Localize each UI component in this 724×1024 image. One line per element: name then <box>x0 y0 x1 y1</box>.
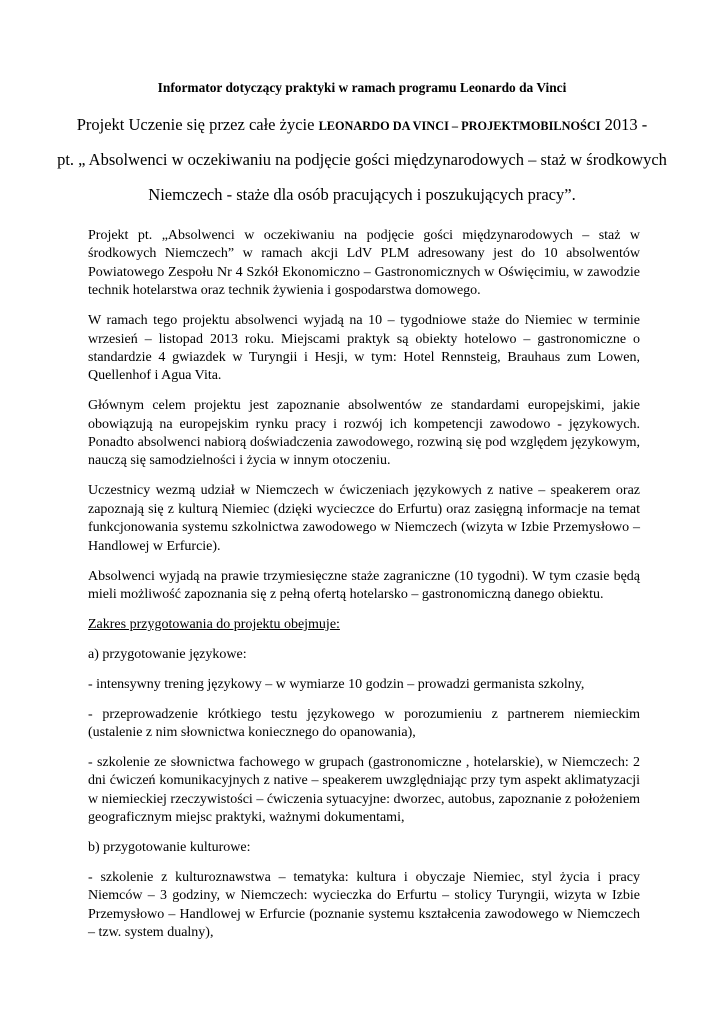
project-title-suffix: 2013 - <box>600 115 648 134</box>
paragraph-duration: Absolwenci wyjadą na prawie trzymiesięczne staże zagraniczne (10 tygodni). W tym czasie będą mieli możliwość zapoznania się z pełną ofertą hotelarsko – gastronomiczną danego obiektu. <box>88 568 640 602</box>
paragraph-goals: Głównym celem projektu jest zapoznanie absolwentów ze standardami europejskimi, jakie obowiązują na europejskim rynku pracy i rozwój ich kompetencji zawodowo - językowych. Ponadto absolwenci nabiorą doświadczenia zawodowego, rozwiną się pod względem językowym, nauczą się samodzielności i życia w innym otoczeniu. <box>88 398 640 469</box>
project-title-caps: LEONARDO DA VINCI – PROJEKTMOBILNOŚCI <box>318 119 601 133</box>
paragraph-internship-dates: W ramach tego projektu absolwenci wyjadą na 10 – tygodniowe staże do Niemiec w terminie wrzesień – listopad 2013 roku. Miejscami praktyk są obiekty hotelowo – gastronomiczne o standardzie 4 gwiazdek w Turyngii i Hesji, w tym: Hotel Rennsteig, Brauhaus zum Lowen, Quellenhof i Agua Vita. <box>88 313 640 384</box>
list-item: - przeprowadzenie krótkiego testu językowego w porozumieniu z partnerem niemieckim (ustalenie z nim słownictwa koniecznego do opanowania), <box>88 706 640 740</box>
project-title-line-3: Niemczech - staże dla osób pracujących i poszukujących pracy”. <box>148 185 576 204</box>
paragraph-intro: Projekt pt. „Absolwenci w oczekiwaniu na podjęcie gości międzynarodowych – staż w środkowych Niemczech” w ramach akcji LdV PLM adresowany jest do 10 absolwentów Powiatowego Zespołu Nr 4 Szkół Ekonomiczno – Gastronomicznych w Oświęcimiu, w zawodzie technik hotelarstwa oraz technik żywienia i gospodarstwa domowego. <box>88 228 640 299</box>
project-title-line-2: pt. „ Absolwenci w oczekiwaniu na podjęcie gości międzynarodowych – staż w środkowych <box>57 150 667 169</box>
list-heading-language: a) przygotowanie językowe: <box>88 646 247 662</box>
list-item: - szkolenie ze słownictwa fachowego w grupach (gastronomiczne , hotelarskie), w Niemczech: 2 dni ćwiczeń komunikacyjnych z native – speakerem uwzględniając przy tym aspekt aklimatyzacji w niemieckiej rzeczywistości – ćwiczenia sytuacyjne: dworzec, autobus, zapoznanie z położeniem geograficznym miejsc praktyki, ważnymi dokumentami, <box>88 754 640 826</box>
list-item: - intensywny trening językowy – w wymiarze 10 godzin – prowadzi germanista szkolny, <box>88 676 585 692</box>
project-title-prefix: Projekt Uczenie się przez całe życie <box>76 115 319 134</box>
document-body <box>88 227 640 954</box>
project-title-line-1 <box>40 115 684 135</box>
paragraph-participants: Uczestnicy wezmą udział w Niemczech w ćwiczeniach językowych z native – speakerem oraz zapoznają się z kulturą Niemiec (dzięki wycieczce do Erfurtu) oraz zasięgną informacje na temat funkcjonowania systemu szkolnictwa zawodowego w Niemczech (wizyta w Izbie Przemysłowo – Handlowej w Erfurcie). <box>88 483 640 554</box>
list-heading-culture: b) przygotowanie kulturowe: <box>88 839 251 855</box>
document-title: Informator dotyczący praktyki w ramach programu Leonardo da Vinci <box>157 80 567 95</box>
list-item: - szkolenie z kulturoznawstwa – tematyka: kultura i obyczaje Niemiec, styl życia i pracy Niemców – 3 godziny, w Niemczech: wycieczka do Erfurtu – stolicy Turyngii, wizyta w Izbie Przemysłowo – Handlowej w Erfurcie (poznanie systemu kształcenia zawodowego w Niemczech – tzw. system dualny), <box>88 869 640 941</box>
section-heading-preparation: Zakres przygotowania do projektu obejmuje: <box>88 616 340 632</box>
